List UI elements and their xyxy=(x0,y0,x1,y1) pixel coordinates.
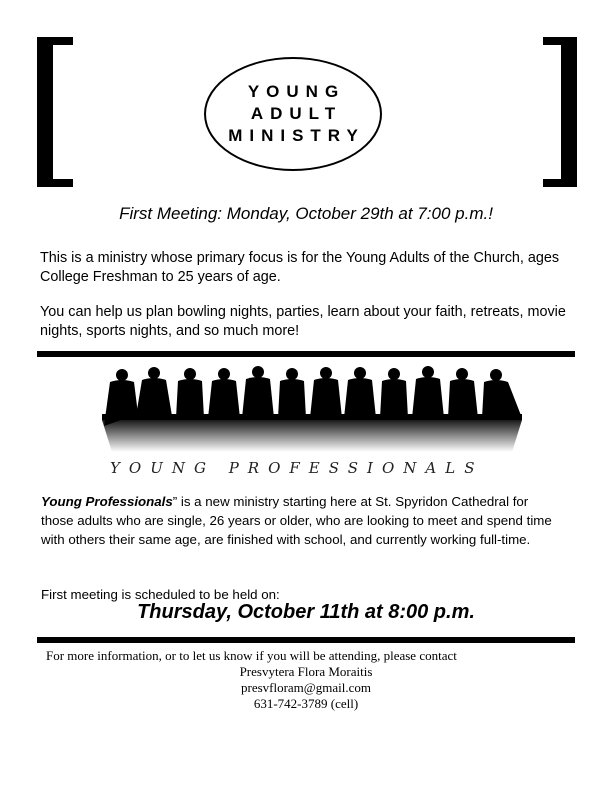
people-silhouette-image xyxy=(92,366,530,452)
divider-top xyxy=(37,351,575,357)
right-bracket-top-cap xyxy=(543,37,577,45)
intro-paragraph-2: You can help us plan bowling nights, parties, learn about your faith, retreats, movie nights, sports nights, and so much more! xyxy=(40,304,566,339)
right-bracket-bottom-cap xyxy=(543,179,577,187)
left-bracket-bottom-cap xyxy=(37,179,73,187)
logo-line-young: YOUNG xyxy=(247,82,346,101)
contact-name: Presvytera Flora Moraitis xyxy=(239,664,373,679)
contact-phone: 631-742-3789 (cell) xyxy=(253,696,359,711)
young-professionals-title: YOUNG PROFESSIONALS xyxy=(110,459,484,477)
contact-intro: For more information, or to let us know if you will be attending, please contact xyxy=(46,648,457,663)
schedule-intro: First meeting is scheduled to be held on: xyxy=(41,587,280,602)
young-professionals-description xyxy=(41,492,561,549)
left-bracket xyxy=(37,37,53,187)
left-bracket-top-cap xyxy=(37,37,73,45)
young-professionals-description-text: ” is a new ministry starting here at St. Spyridon Cathedral for those adults who are single, 26 years or older, who are looking to meet and spend time with others their same age, are finished with school, and currently working full-time. xyxy=(41,494,552,547)
right-bracket xyxy=(561,37,577,187)
divider-bottom xyxy=(37,637,575,643)
young-professionals-name: Young Professionals xyxy=(41,494,173,509)
ministry-logo-oval xyxy=(204,57,382,171)
intro-paragraph-1: This is a ministry whose primary focus is for the Young Adults of the Church, ages College Freshman to 25 years of age. xyxy=(40,250,560,285)
logo-line-ministry: MINISTRY xyxy=(228,126,365,145)
first-meeting-heading: First Meeting: Monday, October 29th at 7:00 p.m.! xyxy=(119,204,493,223)
contact-email[interactable]: presvfloram@gmail.com xyxy=(240,680,372,695)
meeting-date: Thursday, October 11th at 8:00 p.m. xyxy=(137,601,475,623)
logo-line-adult: ADULT xyxy=(250,104,343,123)
